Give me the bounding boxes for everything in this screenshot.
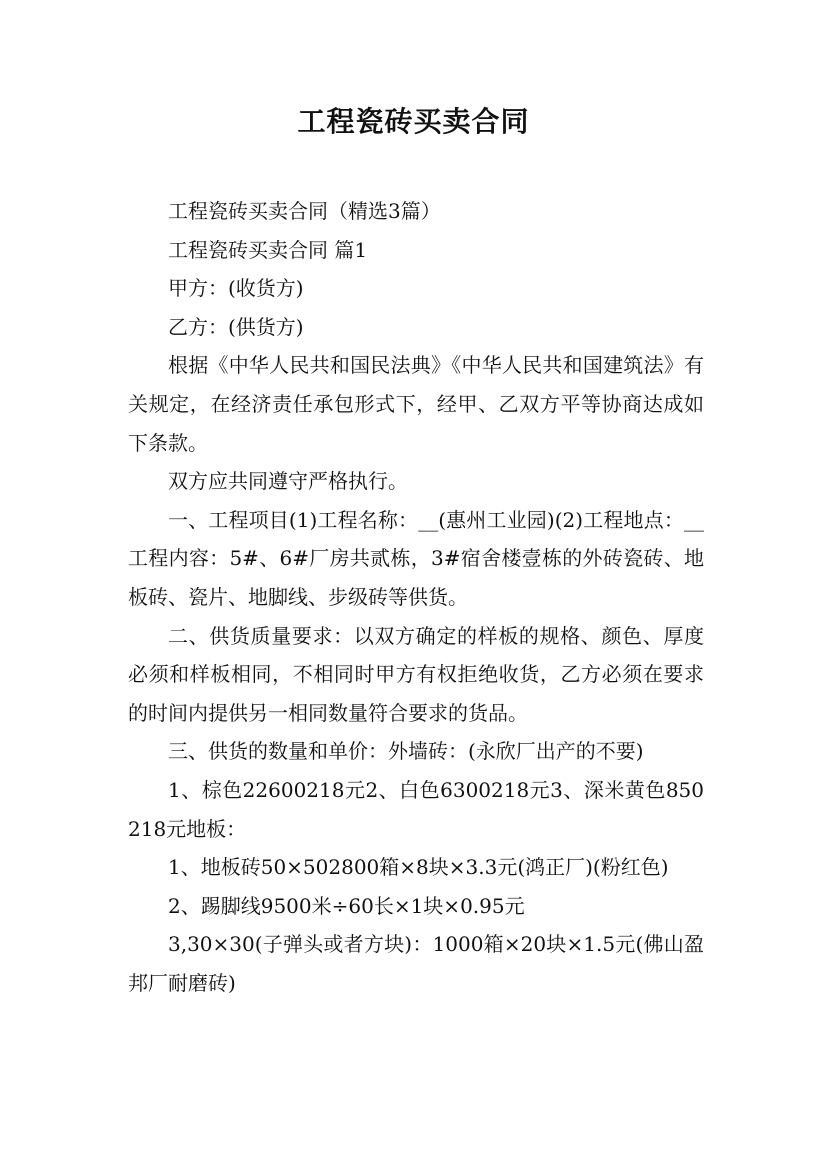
- paragraph-section-heading: 工程瓷砖买卖合同 篇1: [168, 237, 368, 262]
- paragraph-floor-tile-item: 1、地板砖50×502800箱×8块×3.3元(鸿正厂)(粉红色): [168, 855, 669, 880]
- paragraph-compliance: 双方应共同遵守严格执行。: [168, 469, 408, 494]
- paragraph-clause-3-quantity: 三、供货的数量和单价：外墙砖：(永欣厂出产的不要): [168, 739, 644, 764]
- paragraph-legal-basis: 根据《中华人民共和国民法典》《中华人民共和国建筑法》有关规定，在经济责任承包形式下，经甲、乙双方平等协商达成如下条款。: [128, 353, 704, 455]
- document-body: [128, 192, 704, 1002]
- paragraph-clause-1-project: 一、工程项目(1)工程名称：__(惠州工业园)(2)工程地点：__工程内容：5#、6#厂房共贰栋，3#宿舍楼壹栋的外砖瓷砖、地板砖、瓷片、地脚线、步级砖等供货。: [128, 507, 704, 609]
- paragraph-tile-30x30-item: 3,30×30(子弹头或者方块)：1000箱×20块×1.5元(佛山盈邦厂耐磨砖): [128, 932, 704, 995]
- paragraph-wall-tile-items: 1、棕色22600218元2、白色6300218元3、深米黄色850218元地板：: [128, 777, 704, 841]
- paragraph-skirting-item: 2、踢脚线9500米÷60长×1块×0.95元: [168, 893, 525, 918]
- document-title: 工程瓷砖买卖合同: [297, 105, 530, 138]
- paragraph-party-a: 甲方：(收货方): [168, 276, 304, 301]
- paragraph-clause-2-quality: 二、供货质量要求：以双方确定的样板的规格、颜色、厚度必须和样板相同，不相同时甲方有权拒绝收货，乙方必须在要求的时间内提供另一相同数量符合要求的货品。: [128, 623, 704, 725]
- paragraph-party-b: 乙方：(供货方): [168, 314, 304, 339]
- paragraph-subtitle: 工程瓷砖买卖合同（精选3篇）: [168, 199, 441, 223]
